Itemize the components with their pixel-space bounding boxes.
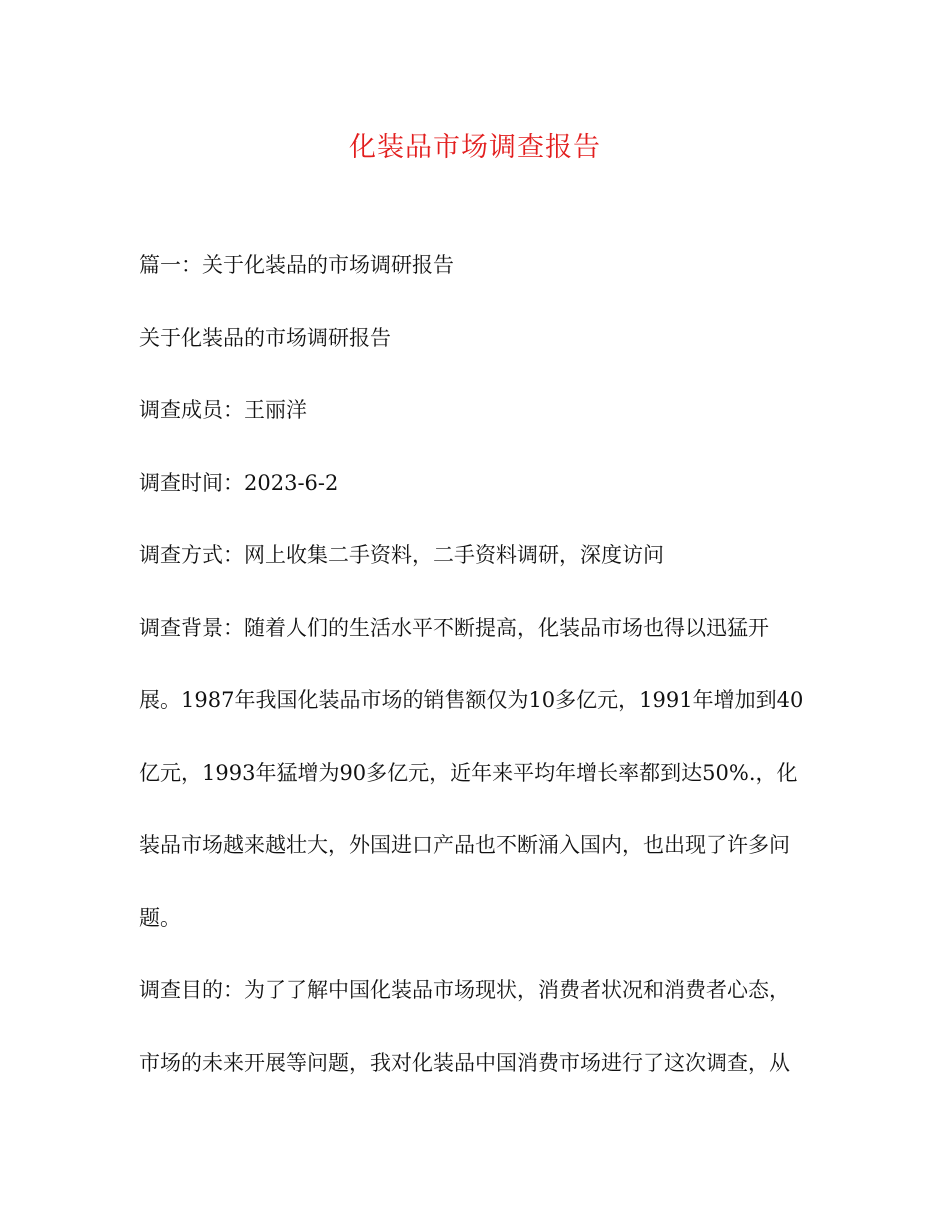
purpose-line-1: 调查目的：为了了解中国化装品市场现状，消费者状况和消费者心态， (139, 978, 790, 1002)
background-line-2: 展。1987年我国化装品市场的销售额仅为10多亿元，1991年增加到40 (139, 688, 804, 712)
document-body (139, 229, 819, 1099)
survey-method: 调查方式：网上收集二手资料，二手资料调研，深度访问 (139, 543, 664, 567)
background-line-1: 调查背景：随着人们的生活水平不断提高，化装品市场也得以迅猛开 (139, 615, 769, 640)
survey-time: 调查时间：2023-6-2 (139, 470, 339, 495)
background-line-3: 亿元，1993年猛增为90多亿元，近年来平均年增长率都到达50%.，化 (139, 760, 798, 785)
report-subtitle: 关于化装品的市场调研报告 (139, 325, 391, 350)
background-line-5: 题。 (139, 905, 181, 930)
section-heading: 篇一：关于化装品的市场调研报告 (139, 253, 454, 277)
background-line-4: 装品市场越来越壮大，外国进口产品也不断涌入国内，也出现了许多问 (139, 833, 790, 857)
document-title: 化装品市场调查报告 (349, 132, 601, 163)
purpose-line-2: 市场的未来开展等问题，我对化装品中国消费市场进行了这次调查，从 (139, 1050, 790, 1075)
survey-members: 调查成员：王丽洋 (139, 398, 307, 422)
